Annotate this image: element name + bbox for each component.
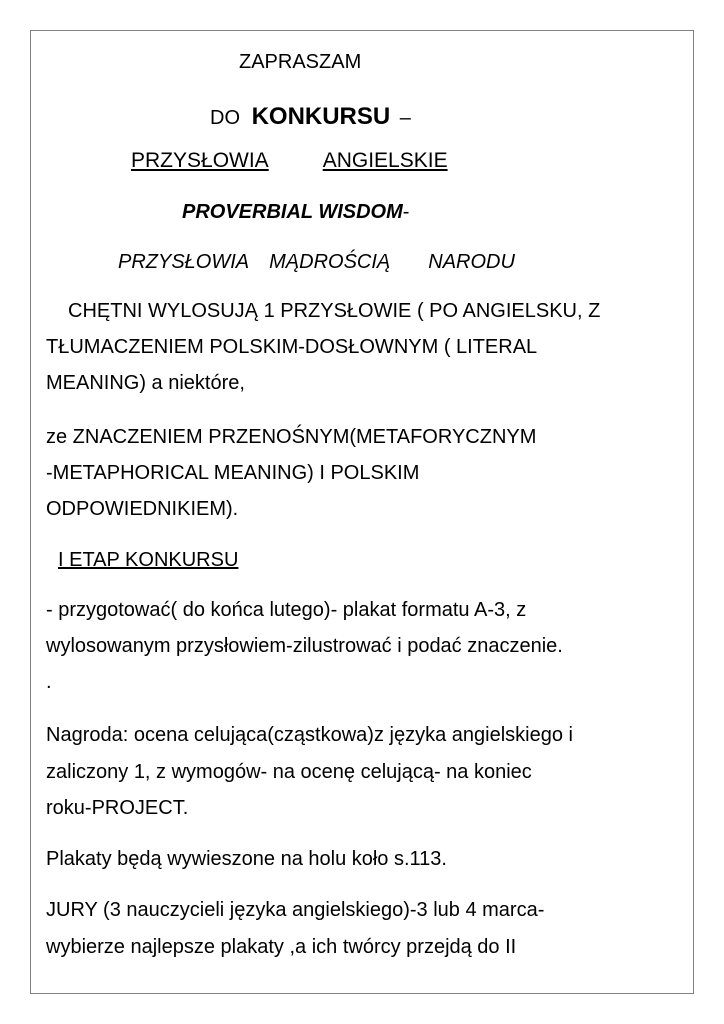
- motto-word-3: NARODU: [428, 251, 515, 273]
- english-subtitle-text: PROVERBIAL WISDOM: [182, 201, 403, 223]
- stage-heading-text: I ETAP KONKURSU: [58, 549, 239, 571]
- subtitle-word-1: PRZYSŁOWIA: [131, 149, 269, 172]
- subtitle-proverbs: [131, 149, 448, 173]
- paragraph-2-line-2: -METAPHORICAL MEANING) I POLSKIM: [46, 462, 420, 484]
- subtitle-word-2: ANGIELSKIE: [322, 149, 448, 172]
- paragraph-4-line-2: zaliczony 1, z wymogów- na ocenę celującą- na koniec: [46, 761, 532, 783]
- paragraph-2-line-1: ze ZNACZENIEM PRZENOŚNYM(METAFORYCZNYM: [46, 426, 537, 448]
- paragraph-6-line-2: wybierze najlepsze plakaty ,a ich twórcy przejdą do II: [46, 936, 517, 958]
- motto-word-1: PRZYSŁOWIA: [118, 251, 250, 273]
- motto-word-2: MĄDROŚCIĄ: [269, 251, 391, 273]
- invite-heading: ZAPRASZAM: [239, 51, 362, 73]
- stage-heading: [46, 548, 238, 572]
- paragraph-1-line-2: TŁUMACZENIEM POLSKIM-DOSŁOWNYM ( LITERAL: [46, 336, 538, 358]
- paragraph-3-line-1: - przygotować( do końca lutego)- plakat formatu A-3, z: [46, 599, 527, 621]
- contest-title: KONKURSU: [251, 103, 391, 130]
- motto: [118, 250, 515, 274]
- paragraph-1-line-1: CHĘTNI WYLOSUJĄ 1 PRZYSŁOWIE ( PO ANGIELSKU, Z: [68, 300, 601, 322]
- contest-dash: –: [399, 107, 411, 129]
- paragraph-3-line-3: .: [46, 671, 52, 693]
- paragraph-4-line-1: Nagroda: ocena celująca(cząstkowa)z języka angielskiego i: [46, 724, 573, 746]
- contest-prefix: DO: [210, 107, 240, 129]
- paragraph-4-line-3: roku-PROJECT.: [46, 797, 189, 819]
- english-subtitle-dash: -: [402, 201, 410, 223]
- paragraph-2-line-3: ODPOWIEDNIKIEM).: [46, 498, 239, 520]
- paragraph-3-line-2: wylosowanym przysłowiem-zilustrować i podać znaczenie.: [46, 635, 563, 657]
- paragraph-5: Plakaty będą wywieszone na holu koło s.113.: [46, 848, 447, 870]
- paragraph-1-line-3: MEANING) a niektóre,: [46, 372, 245, 394]
- paragraph-6-line-1: JURY (3 nauczycieli języka angielskiego)-3 lub 4 marca-: [46, 899, 545, 921]
- contest-heading: [210, 105, 411, 130]
- english-subtitle: [182, 200, 409, 224]
